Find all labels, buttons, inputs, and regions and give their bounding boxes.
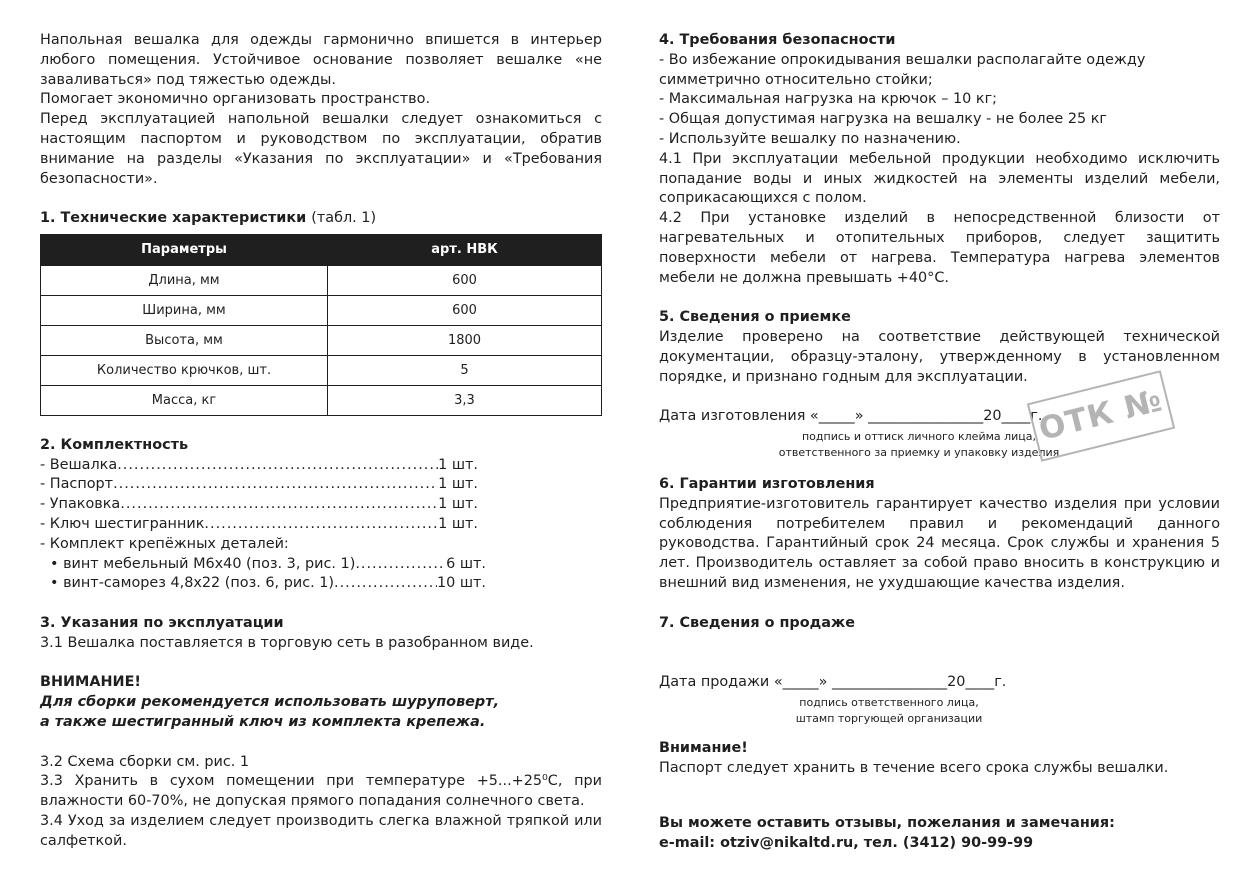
- kit-item-qty: 1 шт.: [438, 476, 478, 493]
- safety-p41: 4.1 При эксплуатации мебельной продукции необходимо исключить попадание воды и иных жидкостей на элементы изделий мебели, соприкасающихся с полом.: [659, 150, 1220, 207]
- notice-heading: Внимание!: [659, 739, 748, 756]
- safety-item: - Максимальная нагрузка на крючок – 10 кг;: [659, 91, 998, 108]
- table-row: [41, 295, 602, 325]
- safety-item: - Общая допустимая нагрузка на вешалку - не более 25 кг: [659, 111, 1107, 128]
- kit-item-name: - Вешалка: [40, 456, 118, 473]
- leader-dots: [204, 515, 438, 535]
- kit-item-name: - Паспорт: [40, 476, 114, 493]
- kit-item-qty: 10 шт.: [436, 575, 486, 592]
- kit-item-qty: 1 шт.: [438, 515, 478, 532]
- spec-value: 600: [328, 295, 602, 325]
- spec-param: Масса, кг: [41, 385, 328, 415]
- acceptance-signature-note: подпись и оттиск личного клейма лица, ответственного за приемку и упаковку изделия: [778, 429, 1060, 459]
- attention-line-1: Для сборки рекомендуется использовать шуруповерт,: [40, 694, 500, 711]
- specs-col-article: арт. НВК: [328, 234, 602, 265]
- usage-p33: 3.3 Хранить в сухом помещении при температуре +5...+25⁰С, при влажности 60-70%, не допуская прямого попадания солнечного света.: [40, 773, 602, 810]
- leader-dots: [334, 574, 437, 594]
- table-row: [41, 355, 602, 385]
- sale-heading: 7. Сведения о продаже: [659, 614, 856, 631]
- warranty-heading: 6. Гарантии изготовления: [659, 475, 875, 492]
- left-column: [40, 31, 602, 852]
- spec-value: 3,3: [328, 385, 602, 415]
- leader-dots: [355, 555, 446, 575]
- kit-fastener-item: [40, 555, 486, 575]
- spec-value: 1800: [328, 325, 602, 355]
- kit-item-qty: 1 шт.: [438, 456, 478, 473]
- usage-p34: 3.4 Уход за изделием следует производить слегка влажной тряпкой или салфеткой.: [40, 812, 602, 849]
- sale-signature-note: подпись ответственного лица, штамп торгующей организации: [795, 695, 983, 725]
- table-row: [41, 325, 602, 355]
- usage-p32: 3.2 Схема сборки см. рис. 1: [40, 753, 250, 770]
- kit-item: [40, 495, 478, 515]
- otk-stamp: ОТК №: [1027, 370, 1175, 462]
- notice-text: Паспорт следует хранить в течение всего срока службы вешалки.: [659, 759, 1169, 776]
- specs-col-params: Параметры: [41, 234, 328, 265]
- spec-param: Ширина, мм: [41, 295, 328, 325]
- kit-item-name: - Упаковка: [40, 496, 121, 513]
- spec-value: 600: [328, 265, 602, 295]
- kit-item-name: - Ключ шестигранник: [40, 515, 205, 532]
- kit-fasteners-label: - Комплект крепёжных деталей:: [40, 535, 289, 552]
- kit-item-name: • винт-саморез 4,8х22 (поз. 6, рис. 1): [50, 575, 335, 592]
- safety-item: - Используйте вешалку по назначению.: [659, 130, 961, 147]
- leader-dots: [113, 475, 438, 495]
- table-row: [41, 265, 602, 295]
- feedback-contacts: e-mail: otziv@nikaltd.ru, тел. (3412) 90-99-99: [659, 834, 1034, 851]
- warranty-text: Предприятие-изготовитель гарантирует качество изделия при условии соблюдения потребителем правил и рекомендаций данного руководства. Гарантийный срок 24 месяца. Срок службы и хранения 5 лет. Производитель оставляет за собой право вносить в конструкцию и внешний вид изменения, не ухудшающие качества изделия.: [659, 495, 1220, 591]
- kit-item-qty: 6 шт.: [446, 555, 486, 572]
- intro-paragraph-2: Помогает экономично организовать пространство.: [40, 91, 431, 108]
- usage-p31: 3.1 Вешалка поставляется в торговую сеть в разобранном виде.: [40, 634, 534, 651]
- usage-heading: 3. Указания по эксплуатации: [40, 614, 284, 631]
- kit-heading: 2. Комплектность: [40, 436, 189, 453]
- kit-item-qty: 1 шт.: [438, 496, 478, 513]
- spec-value: 5: [328, 355, 602, 385]
- intro-paragraph-3: Перед эксплуатацией напольной вешалки следует ознакомиться с настоящим паспортом и руководством по эксплуатации, обратив внимание на разделы «Указания по эксплуатации» и «Требования безопасности».: [40, 111, 602, 187]
- manufacture-date-line: Дата изготовления «_____» ________________20____г.: [659, 408, 1043, 425]
- kit-item-name: • винт мебельный М6х40 (поз. 3, рис. 1): [50, 555, 356, 572]
- safety-p42: 4.2 При установке изделий в непосредственной близости от нагревательных и отопительных приборов, следует защитить поверхности мебели от нагрева. Температура нагрева элементов мебели не должна превышать +40°С.: [659, 210, 1220, 286]
- safety-heading: 4. Требования безопасности: [659, 32, 896, 48]
- right-column: [659, 31, 1220, 854]
- safety-item: - Во избежание опрокидывания вешалки располагайте одежду симметрично относительно стойки;: [659, 51, 1146, 88]
- spec-param: Длина, мм: [41, 265, 328, 295]
- acceptance-heading: 5. Сведения о приемке: [659, 309, 851, 326]
- kit-item: [40, 456, 478, 476]
- attention-line-2: а также шестигранный ключ из комплекта крепежа.: [40, 713, 486, 730]
- kit-fastener-item: [40, 574, 486, 594]
- intro-paragraph-1: Напольная вешалка для одежды гармонично впишется в интерьер любого помещения. Устойчивое основание позволяет вешалке «не заваливаться» под тяжестью одежды.: [40, 32, 602, 88]
- leader-dots: [120, 495, 438, 515]
- specs-heading: [40, 209, 602, 229]
- sale-date-line: Дата продажи «_____» ________________20____г.: [659, 673, 1007, 690]
- table-row: [41, 385, 602, 415]
- feedback-line-1: Вы можете оставить отзывы, пожелания и замечания:: [659, 815, 1115, 832]
- spec-param: Количество крючков, шт.: [41, 355, 328, 385]
- attention-heading: ВНИМАНИЕ!: [40, 674, 141, 691]
- specs-heading-title: 1. Технические характеристики: [40, 210, 307, 227]
- kit-item: [40, 515, 478, 535]
- specs-heading-note: (табл. 1): [311, 210, 377, 227]
- acceptance-text: Изделие проверено на соответствие действующей технической документации, образцу-эталону, утвержденному в установленном порядке, и признано годным для эксплуатации.: [659, 328, 1220, 385]
- spec-param: Высота, мм: [41, 325, 328, 355]
- kit-item: [40, 475, 478, 495]
- specs-table: [40, 234, 602, 416]
- leader-dots: [117, 456, 438, 476]
